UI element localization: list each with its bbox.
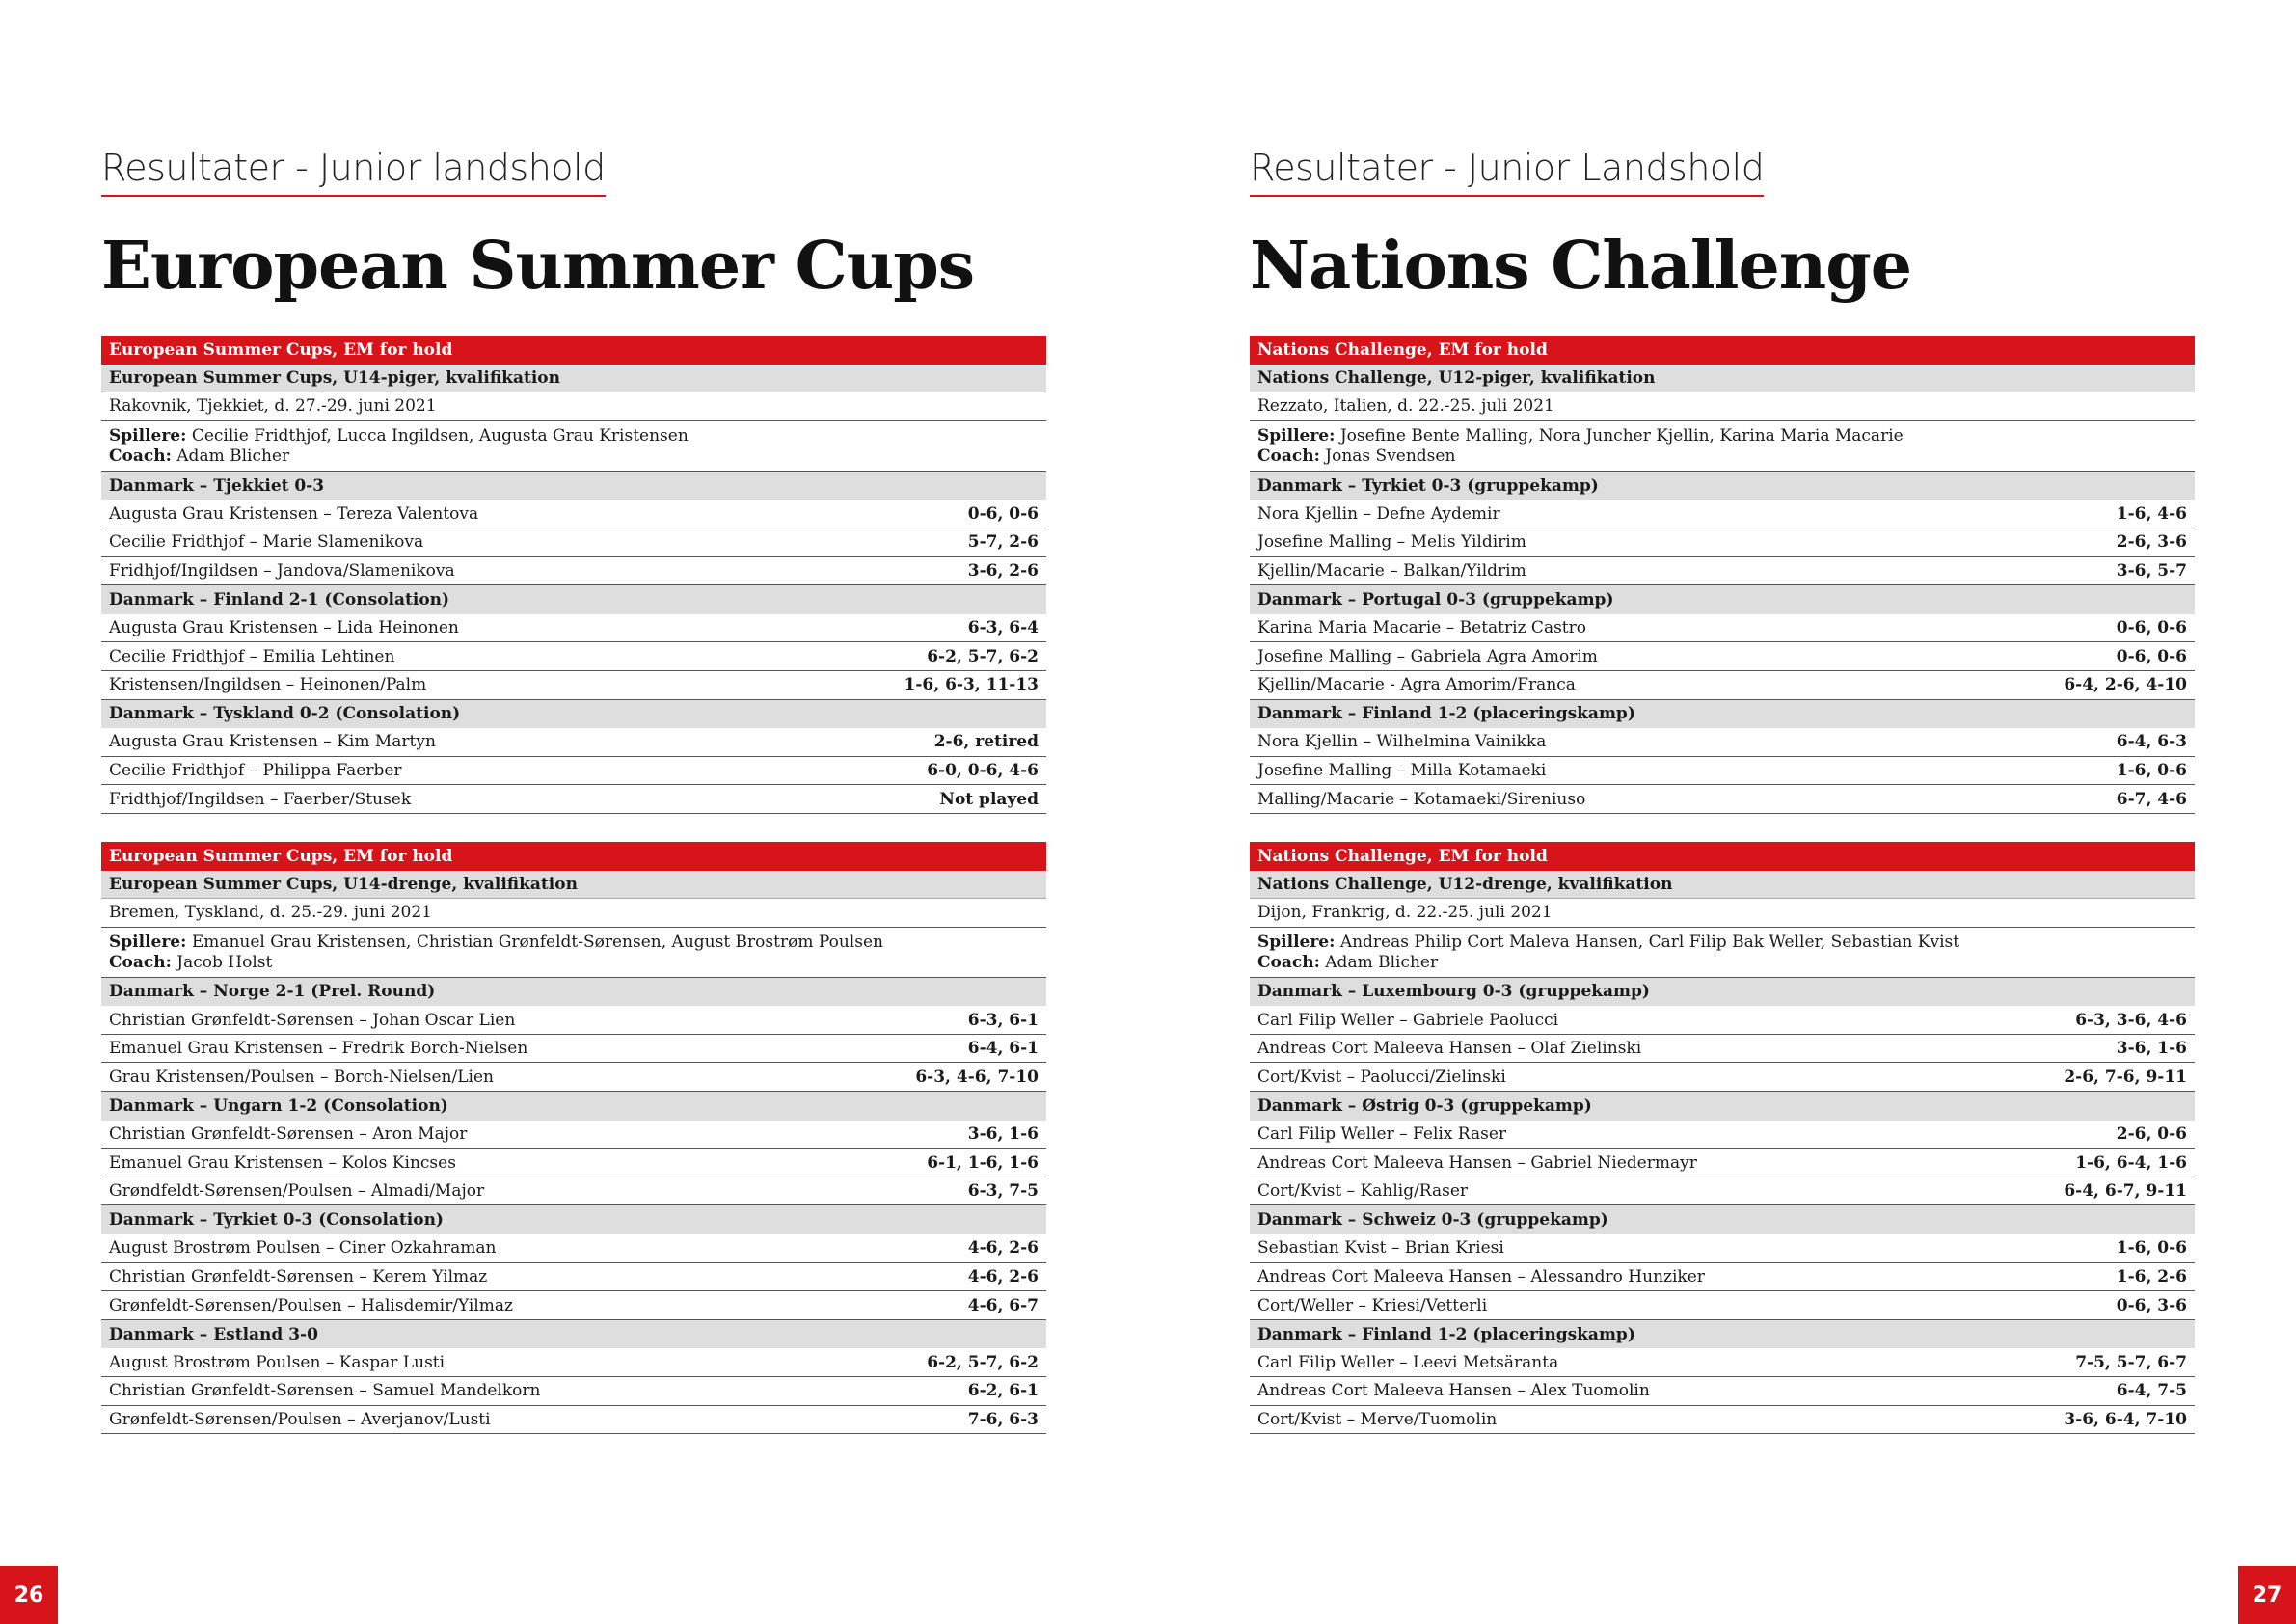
game-row bbox=[1250, 1406, 2195, 1435]
game-score: 0-6, 3-6 bbox=[2116, 1295, 2187, 1315]
match-header: Danmark – Ungarn 1-2 (Consolation) bbox=[101, 1092, 1046, 1121]
game-row bbox=[1250, 1149, 2195, 1177]
coach-line bbox=[1257, 447, 2187, 467]
game-score: 6-4, 2-6, 4-10 bbox=[2064, 675, 2187, 695]
game-score: Not played bbox=[939, 789, 1039, 809]
coach-label: Coach: bbox=[1257, 952, 1320, 972]
results-tables bbox=[101, 336, 1046, 1462]
game-row bbox=[1250, 1263, 2195, 1292]
game-row bbox=[101, 1006, 1046, 1035]
game-players: August Brostrøm Poulsen – Kaspar Lusti bbox=[109, 1352, 446, 1372]
players-line bbox=[1257, 933, 2187, 953]
match-header: Danmark – Schweiz 0-3 (gruppekamp) bbox=[1250, 1205, 2195, 1234]
game-score: 7-6, 6-3 bbox=[967, 1409, 1039, 1429]
results-table bbox=[101, 336, 1046, 814]
game-score: 6-4, 6-1 bbox=[967, 1039, 1039, 1059]
game-row bbox=[1250, 1377, 2195, 1406]
game-row bbox=[101, 1406, 1046, 1435]
game-row bbox=[101, 757, 1046, 786]
players-label: Spillere: bbox=[1257, 932, 1336, 952]
game-score: 1-6, 4-6 bbox=[2116, 503, 2187, 524]
game-players: Fridhjof/Ingildsen – Jandova/Slamenikova bbox=[109, 560, 455, 581]
page-title: European Summer Cups bbox=[101, 228, 975, 305]
match-header: Danmark – Tyrkiet 0-3 (Consolation) bbox=[101, 1205, 1046, 1234]
game-players: Josefine Malling – Melis Yildirim bbox=[1257, 532, 1526, 553]
game-row bbox=[101, 642, 1046, 671]
game-row bbox=[101, 614, 1046, 643]
game-score: 6-0, 0-6, 4-6 bbox=[927, 761, 1039, 781]
category-header: Nations Challenge, U12-drenge, kvalifikation bbox=[1250, 871, 2195, 900]
game-players: Christian Grønfeldt-Sørensen – Johan Oscar Lien bbox=[109, 1010, 516, 1030]
coach-label: Coach: bbox=[109, 446, 172, 466]
game-players: Grønfeldt-Sørensen/Poulsen – Averjanov/Lusti bbox=[109, 1409, 491, 1429]
match-header: Danmark – Estland 3-0 bbox=[101, 1320, 1046, 1349]
game-players: Christian Grønfeldt-Sørensen – Aron Major bbox=[109, 1123, 468, 1144]
game-players: Cort/Kvist – Merve/Tuomolin bbox=[1257, 1409, 1498, 1429]
page-number-right: 27 bbox=[2238, 1566, 2296, 1624]
game-players: Emanuel Grau Kristensen – Kolos Kincses bbox=[109, 1152, 456, 1173]
event-header: Nations Challenge, EM for hold bbox=[1250, 842, 2195, 871]
game-row bbox=[101, 1121, 1046, 1150]
players-names: Emanuel Grau Kristensen, Christian Grønfeldt-Sørensen, August Brostrøm Poulsen bbox=[191, 932, 883, 952]
game-players: Cecilie Fridthjof – Philippa Faerber bbox=[109, 761, 402, 781]
game-row bbox=[101, 1149, 1046, 1177]
match-header: Danmark – Norge 2-1 (Prel. Round) bbox=[101, 978, 1046, 1007]
game-score: 3-6, 1-6 bbox=[967, 1123, 1039, 1144]
game-score: 3-6, 5-7 bbox=[2116, 560, 2187, 581]
venue-row: Bremen, Tyskland, d. 25.-29. juni 2021 bbox=[101, 899, 1046, 928]
game-score: 6-1, 1-6, 1-6 bbox=[927, 1152, 1039, 1173]
game-players: Andreas Cort Maleeva Hansen – Olaf Zielinski bbox=[1257, 1039, 1642, 1059]
coach-label: Coach: bbox=[1257, 446, 1320, 466]
coach-name: Jonas Svendsen bbox=[1325, 446, 1456, 466]
match-header: Danmark – Tyskland 0-2 (Consolation) bbox=[101, 700, 1046, 729]
game-score: 6-4, 7-5 bbox=[2116, 1381, 2187, 1401]
game-players: Grønfeldt-Sørensen/Poulsen – Halisdemir/Yilmaz bbox=[109, 1295, 513, 1315]
players-line bbox=[109, 933, 1039, 953]
game-players: Augusta Grau Kristensen – Kim Martyn bbox=[109, 732, 436, 752]
game-score: 5-7, 2-6 bbox=[967, 532, 1039, 553]
game-row bbox=[101, 1348, 1046, 1377]
game-score: 1-6, 2-6 bbox=[2116, 1266, 2187, 1286]
match-header: Danmark – Finland 1-2 (placeringskamp) bbox=[1250, 700, 2195, 729]
players-line bbox=[1257, 426, 2187, 447]
game-players: Christian Grønfeldt-Sørensen – Samuel Mandelkorn bbox=[109, 1381, 541, 1401]
players-names: Cecilie Fridthjof, Lucca Ingildsen, Augusta Grau Kristensen bbox=[191, 425, 689, 446]
page-number-left: 26 bbox=[0, 1566, 58, 1624]
results-table bbox=[101, 842, 1046, 1434]
game-players: Cort/Weller – Kriesi/Vetterli bbox=[1257, 1295, 1488, 1315]
game-row bbox=[101, 1263, 1046, 1292]
game-row bbox=[1250, 1177, 2195, 1206]
category-header: European Summer Cups, U14-piger, kvalifikation bbox=[101, 365, 1046, 393]
game-row bbox=[1250, 500, 2195, 528]
game-players: Cecilie Fridthjof – Marie Slamenikova bbox=[109, 532, 424, 553]
category-header: Nations Challenge, U12-piger, kvalifikation bbox=[1250, 365, 2195, 393]
game-players: Cecilie Fridthjof – Emilia Lehtinen bbox=[109, 646, 395, 666]
game-row bbox=[1250, 728, 2195, 757]
game-players: Grau Kristensen/Poulsen – Borch-Nielsen/Lien bbox=[109, 1067, 494, 1087]
venue-row: Rakovnik, Tjekkiet, d. 27.-29. juni 2021 bbox=[101, 392, 1046, 421]
players-label: Spillere: bbox=[1257, 425, 1336, 446]
event-header: Nations Challenge, EM for hold bbox=[1250, 336, 2195, 365]
game-players: Cort/Kvist – Kahlig/Raser bbox=[1257, 1181, 1469, 1202]
left-page bbox=[101, 0, 1046, 1624]
game-players: Andreas Cort Maleeva Hansen – Gabriel Niedermayr bbox=[1257, 1152, 1697, 1173]
game-players: Josefine Malling – Gabriela Agra Amorim bbox=[1257, 646, 1598, 666]
match-header: Danmark – Finland 2-1 (Consolation) bbox=[101, 585, 1046, 614]
game-players: Andreas Cort Maleeva Hansen – Alessandro Hunziker bbox=[1257, 1266, 1705, 1286]
game-players: Christian Grønfeldt-Sørensen – Kerem Yilmaz bbox=[109, 1266, 488, 1286]
game-score: 2-6, 7-6, 9-11 bbox=[2064, 1067, 2187, 1087]
results-tables bbox=[1250, 336, 2195, 1462]
players-row bbox=[1250, 928, 2195, 978]
game-players: Grøndfeldt-Sørensen/Poulsen – Almadi/Major bbox=[109, 1181, 485, 1202]
game-players: Malling/Macarie – Kotamaeki/Sireniuso bbox=[1257, 789, 1586, 809]
game-players: Fridthjof/Ingildsen – Faerber/Stusek bbox=[109, 789, 412, 809]
right-page bbox=[1250, 0, 2195, 1624]
game-row bbox=[101, 1291, 1046, 1320]
game-score: 3-6, 1-6 bbox=[2116, 1039, 2187, 1059]
game-players: Sebastian Kvist – Brian Kriesi bbox=[1257, 1238, 1504, 1259]
page-title: Nations Challenge bbox=[1250, 228, 1912, 305]
game-score: 6-7, 4-6 bbox=[2116, 789, 2187, 809]
game-players: Carl Filip Weller – Felix Raser bbox=[1257, 1123, 1507, 1144]
game-row bbox=[101, 1234, 1046, 1263]
game-row bbox=[1250, 614, 2195, 643]
game-score: 6-4, 6-3 bbox=[2116, 732, 2187, 752]
game-score: 0-6, 0-6 bbox=[967, 503, 1039, 524]
game-row bbox=[1250, 1006, 2195, 1035]
players-label: Spillere: bbox=[109, 425, 187, 446]
coach-label: Coach: bbox=[109, 952, 172, 972]
game-row bbox=[101, 728, 1046, 757]
game-players: Carl Filip Weller – Leevi Metsäranta bbox=[1257, 1352, 1559, 1372]
game-row bbox=[101, 1377, 1046, 1406]
game-score: 0-6, 0-6 bbox=[2116, 618, 2187, 638]
players-line bbox=[109, 426, 1039, 447]
game-row bbox=[101, 671, 1046, 700]
game-score: 2-6, 0-6 bbox=[2116, 1123, 2187, 1144]
game-score: 1-6, 0-6 bbox=[2116, 1238, 2187, 1259]
match-header: Danmark – Østrig 0-3 (gruppekamp) bbox=[1250, 1092, 2195, 1121]
game-players: Carl Filip Weller – Gabriele Paolucci bbox=[1257, 1010, 1559, 1030]
game-row bbox=[1250, 1291, 2195, 1320]
game-row bbox=[1250, 757, 2195, 786]
players-row bbox=[101, 421, 1046, 472]
game-row bbox=[101, 1035, 1046, 1064]
game-score: 6-3, 3-6, 4-6 bbox=[2075, 1010, 2187, 1030]
venue-row: Dijon, Frankrig, d. 22.-25. juli 2021 bbox=[1250, 899, 2195, 928]
event-header: European Summer Cups, EM for hold bbox=[101, 336, 1046, 365]
game-players: Augusta Grau Kristensen – Lida Heinonen bbox=[109, 618, 459, 638]
coach-line bbox=[109, 447, 1039, 467]
page-subtitle: Resultater - Junior Landshold bbox=[1250, 147, 1764, 197]
game-row bbox=[1250, 1348, 2195, 1377]
coach-name: Adam Blicher bbox=[176, 446, 290, 466]
game-score: 6-2, 5-7, 6-2 bbox=[927, 1352, 1039, 1372]
coach-line bbox=[1257, 953, 2187, 973]
game-score: 6-3, 6-4 bbox=[967, 618, 1039, 638]
game-players: Kjellin/Macarie - Agra Amorim/Franca bbox=[1257, 675, 1576, 695]
game-score: 7-5, 5-7, 6-7 bbox=[2075, 1352, 2187, 1372]
game-players: Nora Kjellin – Defne Aydemir bbox=[1257, 503, 1500, 524]
game-row bbox=[1250, 1063, 2195, 1092]
match-header: Danmark – Tjekkiet 0-3 bbox=[101, 472, 1046, 501]
game-players: Cort/Kvist – Paolucci/Zielinski bbox=[1257, 1067, 1506, 1087]
game-players: Augusta Grau Kristensen – Tereza Valentova bbox=[109, 503, 479, 524]
game-players: Josefine Malling – Milla Kotamaeki bbox=[1257, 761, 1547, 781]
game-score: 4-6, 6-7 bbox=[967, 1295, 1039, 1315]
game-row bbox=[101, 528, 1046, 557]
game-players: Karina Maria Macarie – Betatriz Castro bbox=[1257, 618, 1586, 638]
players-names: Josefine Bente Malling, Nora Juncher Kjellin, Karina Maria Macarie bbox=[1339, 425, 1904, 446]
category-header: European Summer Cups, U14-drenge, kvalifikation bbox=[101, 871, 1046, 900]
game-row bbox=[101, 557, 1046, 586]
game-players: Nora Kjellin – Wilhelmina Vainikka bbox=[1257, 732, 1547, 752]
players-label: Spillere: bbox=[109, 932, 187, 952]
game-score: 0-6, 0-6 bbox=[2116, 646, 2187, 666]
match-header: Danmark – Portugal 0-3 (gruppekamp) bbox=[1250, 585, 2195, 614]
game-row bbox=[1250, 557, 2195, 586]
game-score: 6-3, 6-1 bbox=[967, 1010, 1039, 1030]
players-names: Andreas Philip Cort Maleva Hansen, Carl Filip Bak Weller, Sebastian Kvist bbox=[1339, 932, 1960, 952]
game-row bbox=[1250, 642, 2195, 671]
game-score: 3-6, 2-6 bbox=[967, 560, 1039, 581]
players-row bbox=[1250, 421, 2195, 472]
game-score: 6-2, 5-7, 6-2 bbox=[927, 646, 1039, 666]
results-table bbox=[1250, 336, 2195, 814]
game-row bbox=[101, 500, 1046, 528]
match-header: Danmark – Finland 1-2 (placeringskamp) bbox=[1250, 1320, 2195, 1349]
game-players: Kristensen/Ingildsen – Heinonen/Palm bbox=[109, 675, 427, 695]
game-score: 2-6, 3-6 bbox=[2116, 532, 2187, 553]
game-row bbox=[1250, 785, 2195, 814]
game-row bbox=[101, 1063, 1046, 1092]
game-row bbox=[1250, 1035, 2195, 1064]
event-header: European Summer Cups, EM for hold bbox=[101, 842, 1046, 871]
game-score: 1-6, 6-4, 1-6 bbox=[2075, 1152, 2187, 1173]
game-row bbox=[101, 1177, 1046, 1206]
game-players: Andreas Cort Maleeva Hansen – Alex Tuomolin bbox=[1257, 1381, 1650, 1401]
game-score: 6-2, 6-1 bbox=[967, 1381, 1039, 1401]
coach-name: Adam Blicher bbox=[1325, 952, 1439, 972]
game-score: 4-6, 2-6 bbox=[967, 1238, 1039, 1259]
results-table bbox=[1250, 842, 2195, 1434]
game-players: Emanuel Grau Kristensen – Fredrik Borch-Nielsen bbox=[109, 1039, 528, 1059]
game-score: 3-6, 6-4, 7-10 bbox=[2064, 1409, 2187, 1429]
game-score: 6-3, 4-6, 7-10 bbox=[915, 1067, 1039, 1087]
game-score: 2-6, retired bbox=[933, 732, 1039, 752]
game-score: 6-3, 7-5 bbox=[967, 1181, 1039, 1202]
coach-name: Jacob Holst bbox=[176, 952, 273, 972]
match-header: Danmark – Luxembourg 0-3 (gruppekamp) bbox=[1250, 978, 2195, 1007]
game-row bbox=[1250, 1121, 2195, 1150]
game-score: 1-6, 6-3, 11-13 bbox=[904, 675, 1039, 695]
game-row bbox=[101, 785, 1046, 814]
game-players: August Brostrøm Poulsen – Ciner Ozkahraman bbox=[109, 1238, 497, 1259]
game-row bbox=[1250, 528, 2195, 557]
match-header: Danmark – Tyrkiet 0-3 (gruppekamp) bbox=[1250, 472, 2195, 501]
game-row bbox=[1250, 1234, 2195, 1263]
game-score: 6-4, 6-7, 9-11 bbox=[2064, 1181, 2187, 1202]
page-subtitle: Resultater - Junior landshold bbox=[101, 147, 606, 197]
game-score: 4-6, 2-6 bbox=[967, 1266, 1039, 1286]
game-row bbox=[1250, 671, 2195, 700]
game-players: Kjellin/Macarie – Balkan/Yildrim bbox=[1257, 560, 1526, 581]
players-row bbox=[101, 928, 1046, 978]
venue-row: Rezzato, Italien, d. 22.-25. juli 2021 bbox=[1250, 392, 2195, 421]
coach-line bbox=[109, 953, 1039, 973]
game-score: 1-6, 0-6 bbox=[2116, 761, 2187, 781]
